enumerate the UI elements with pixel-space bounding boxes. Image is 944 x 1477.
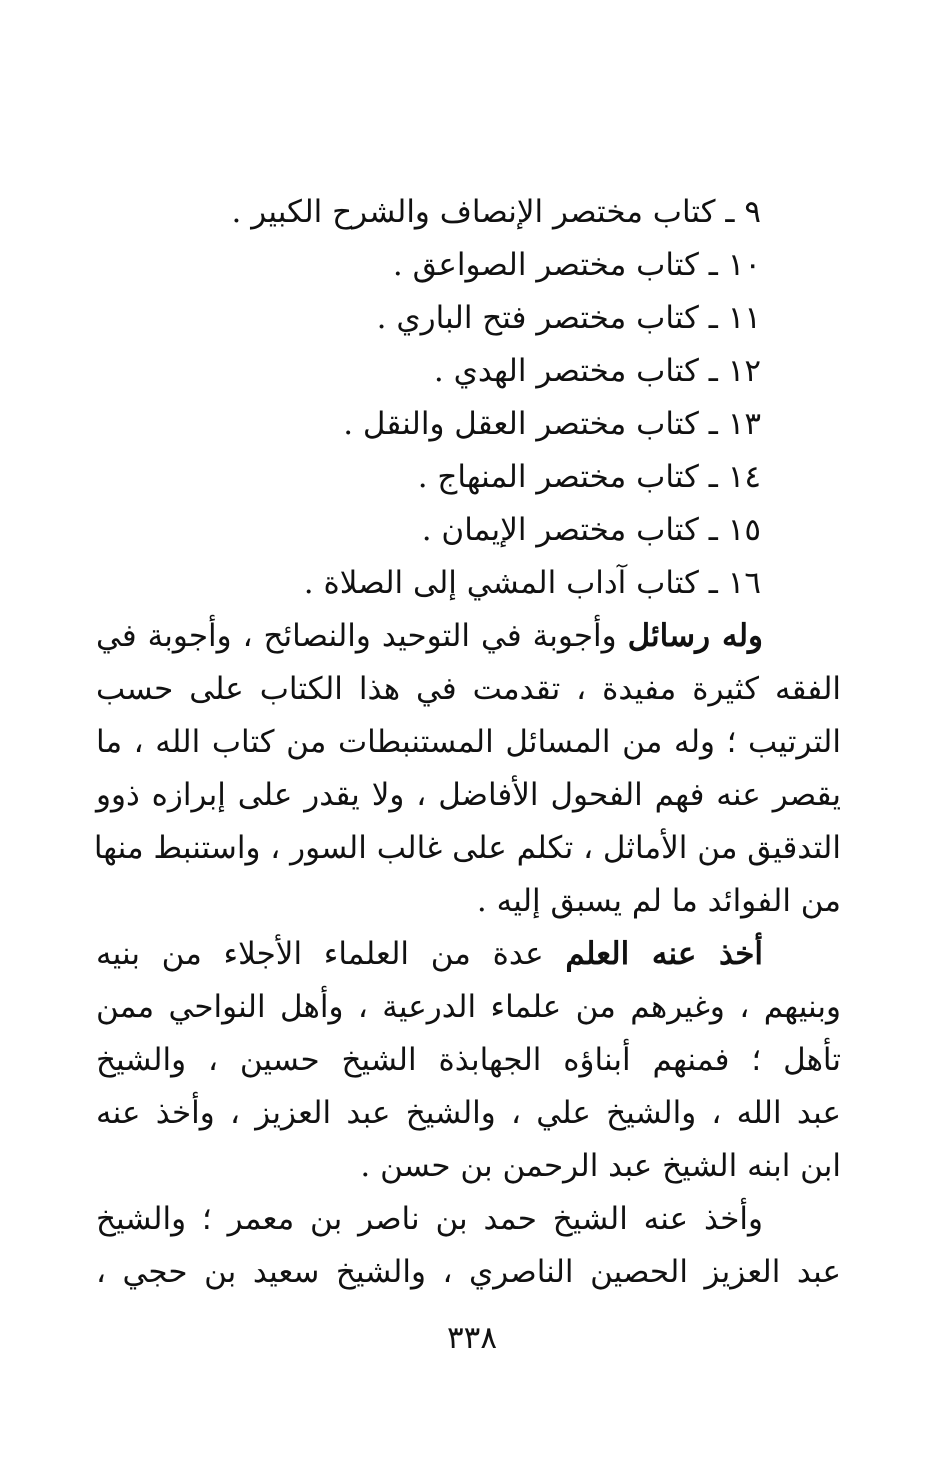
list-item-16: ١٦ ـ كتاب آداب المشي إلى الصلاة . (303, 565, 761, 601)
paragraph-2-line-2: وبنيهم ، وغيرهم من علماء الدرعية ، وأهل النواحي ممن (96, 989, 841, 1025)
list-item-14: ١٤ ـ كتاب مختصر المنهاج . (417, 459, 761, 495)
paragraph-1-line-4: يقصر عنه فهم الفحول الأفاضل ، ولا يقدر على إبرازه ذوو (96, 777, 841, 813)
paragraph-3-line-2: عبد العزيز الحصين الناصري ، والشيخ سعيد بن حجي ، (96, 1254, 841, 1290)
paragraph-1-lead: وله رسائل (627, 618, 763, 654)
list-item-13: ١٣ ـ كتاب مختصر العقل والنقل . (343, 406, 761, 442)
paragraph-1-line-2: الفقه كثيرة مفيدة ، تقدمت في هذا الكتاب على حسب (96, 671, 842, 707)
paragraph-2-line-1-text: عدة من العلماء الأجلاء من بنيه (96, 936, 566, 972)
paragraph-2-line-3: تأهل ؛ فمنهم أبناؤه الجهابذة الشيخ حسين ، والشيخ (96, 1042, 841, 1078)
paragraph-1-line-6: من الفوائد ما لم يسبق إليه . (476, 883, 841, 919)
paragraph-2-line-4: عبد الله ، والشيخ علي ، والشيخ عبد العزيز ، وأخذ عنه (96, 1095, 841, 1131)
paragraph-1-line-1-text: وأجوبة في التوحيد والنصائح ، وأجوبة في (96, 618, 628, 654)
page-number: ٣٣٨ (447, 1320, 497, 1356)
list-item-15: ١٥ ـ كتاب مختصر الإيمان . (421, 512, 761, 548)
list-item-9: ٩ ـ كتاب مختصر الإنصاف والشرح الكبير . (231, 194, 761, 230)
list-item-10: ١٠ ـ كتاب مختصر الصواعق . (392, 247, 761, 283)
paragraph-3-line-1: وأخذ عنه الشيخ حمد بن ناصر بن معمر ؛ والشيخ (96, 1201, 763, 1237)
paragraph-1-line-1 (96, 610, 841, 663)
page-body-text (93, 186, 842, 1299)
paragraph-2-lead: أخذ عنه العلم (565, 936, 764, 972)
paragraph-1-line-5: التدقيق من الأماثل ، تكلم على غالب السور ، واستنبط منها (93, 830, 841, 866)
list-item-11: ١١ ـ كتاب مختصر فتح الباري . (376, 300, 761, 336)
paragraph-2-line-1 (96, 928, 841, 981)
list-item-12: ١٢ ـ كتاب مختصر الهدي . (433, 353, 761, 389)
paragraph-1-line-3: الترتيب ؛ وله من المسائل المستنبطات من كتاب الله ، ما (96, 724, 841, 760)
paragraph-2-line-5: ابن ابنه الشيخ عبد الرحمن بن حسن . (360, 1148, 841, 1184)
